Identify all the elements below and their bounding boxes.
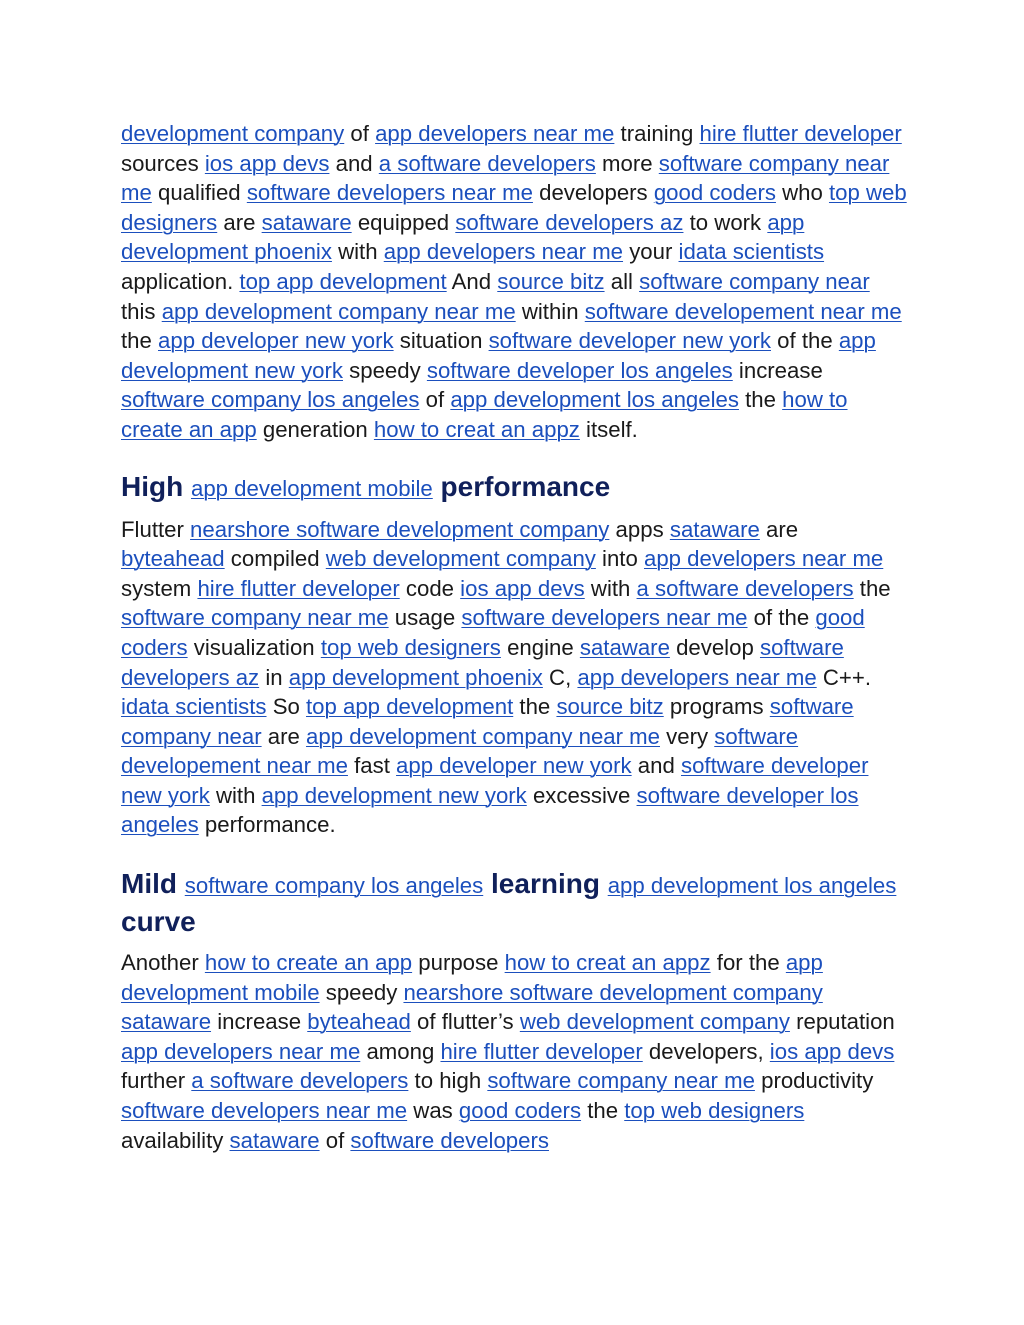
inline-link[interactable]: app developer new york	[396, 753, 632, 779]
inline-link[interactable]: software company near me	[121, 605, 389, 631]
inline-link[interactable]: hire flutter developer	[197, 575, 400, 601]
inline-link[interactable]: app developers near me	[643, 546, 884, 572]
text-run: within	[515, 298, 585, 324]
text-run: into	[595, 546, 644, 572]
inline-link[interactable]: software developers az	[455, 209, 684, 235]
text-run: more	[595, 150, 659, 176]
text-run: curve	[121, 906, 196, 938]
text-run: performance	[432, 470, 611, 502]
text-run: and	[631, 753, 681, 779]
text-run: to high	[408, 1068, 488, 1094]
inline-link[interactable]: app development new york	[261, 782, 527, 808]
text-run: with	[209, 782, 262, 808]
text-run: compiled	[224, 546, 326, 572]
text-run: are	[217, 209, 262, 235]
text-run: fast	[347, 753, 397, 779]
inline-link[interactable]: ios app devs	[460, 575, 585, 601]
text-run: increase	[211, 1009, 308, 1035]
text-run: sources	[121, 150, 205, 176]
text-run: in	[259, 664, 289, 690]
inline-link[interactable]: sataware	[261, 209, 352, 235]
text-run: develop	[669, 634, 760, 660]
inline-link[interactable]: sataware	[121, 1009, 212, 1035]
inline-link[interactable]: source bitz	[556, 694, 664, 720]
text-run: developers	[532, 180, 654, 206]
intro-paragraph	[121, 119, 907, 445]
inline-link[interactable]: software developer los angeles	[426, 357, 733, 383]
text-run: C,	[542, 664, 578, 690]
text-run: are	[261, 723, 307, 749]
text-run: to work	[683, 209, 768, 235]
text-run: High	[121, 470, 191, 502]
text-run: and	[329, 150, 379, 176]
inline-link[interactable]: app development company near me	[161, 298, 516, 324]
inline-link[interactable]: software developers near me	[461, 605, 748, 631]
inline-link[interactable]: software company los angeles	[121, 387, 420, 413]
inline-link[interactable]: ios app devs	[769, 1038, 895, 1064]
inline-link[interactable]: sataware	[579, 634, 670, 660]
text-run: performance.	[198, 812, 336, 838]
text-run: apps	[609, 516, 670, 542]
inline-link[interactable]: software developement near me	[584, 298, 902, 324]
inline-link[interactable]: sataware	[229, 1127, 320, 1153]
inline-link[interactable]: development company	[121, 121, 345, 146]
inline-link[interactable]: how to create an app	[204, 950, 413, 976]
text-run: Flutter	[121, 516, 191, 542]
inline-link[interactable]: hire flutter developer	[440, 1038, 643, 1064]
inline-link[interactable]: nearshore software development company	[403, 979, 823, 1005]
text-run: engine	[500, 634, 580, 660]
text-run: visualization	[187, 634, 321, 660]
text-run: equipped	[351, 209, 456, 235]
inline-link[interactable]: software developers	[350, 1127, 549, 1153]
inline-link[interactable]: idata scientists	[121, 694, 267, 720]
inline-link[interactable]: software company near	[639, 268, 870, 294]
inline-link[interactable]: app developers near me	[577, 664, 817, 690]
text-run: speedy	[319, 979, 404, 1005]
text-run: situation	[393, 328, 489, 354]
inline-link[interactable]: how to create an app	[121, 387, 848, 442]
text-run: this	[121, 298, 162, 324]
text-run: learning	[483, 868, 608, 900]
text-run: developers,	[642, 1038, 770, 1064]
inline-link[interactable]: software company near	[121, 694, 854, 749]
inline-link[interactable]: app developers near me	[383, 239, 624, 265]
text-run: reputation	[789, 1009, 895, 1035]
learning-curve-paragraph	[121, 948, 907, 1155]
text-run: further	[121, 1068, 192, 1094]
text-run: qualified	[151, 180, 247, 206]
text-run: Another	[121, 950, 205, 976]
text-run: of the	[771, 328, 839, 354]
inline-link[interactable]: how to creat an appz	[504, 950, 711, 976]
inline-link[interactable]: software company los angeles	[184, 873, 484, 899]
inline-link[interactable]: top web designers	[320, 634, 501, 660]
text-run: productivity	[754, 1068, 874, 1094]
text-run: are	[759, 516, 799, 542]
text-run: who	[775, 180, 829, 206]
inline-link[interactable]: a software developers	[191, 1068, 409, 1094]
inline-link[interactable]: how to creat an appz	[373, 416, 580, 442]
inline-link[interactable]: good coders	[458, 1098, 582, 1124]
text-run: So	[266, 694, 306, 720]
text-run: your	[623, 239, 679, 265]
inline-link[interactable]: sataware	[669, 516, 760, 542]
text-run: system	[121, 575, 198, 601]
text-run: speedy	[343, 357, 427, 383]
text-run: of	[344, 121, 376, 146]
text-run: C++.	[816, 664, 871, 690]
inline-link[interactable]: hire flutter developer	[699, 121, 902, 146]
inline-link[interactable]: app development los angeles	[450, 387, 739, 413]
inline-link[interactable]: app development new york	[121, 328, 876, 383]
inline-link[interactable]: app development company near me	[306, 723, 660, 749]
text-run: with	[584, 575, 637, 601]
inline-link[interactable]: software developer los angeles	[121, 782, 859, 838]
text-run: among	[360, 1038, 441, 1064]
text-run: all	[604, 268, 640, 294]
text-run: the	[853, 575, 891, 601]
text-run: the	[121, 328, 159, 354]
inline-link[interactable]: top web designers	[624, 1098, 805, 1124]
inline-link[interactable]: software company near me	[487, 1068, 755, 1094]
inline-link[interactable]: good coders	[653, 180, 776, 206]
section-heading-learning-curve	[121, 866, 907, 940]
text-run: programs	[663, 694, 770, 720]
text-run: of	[319, 1127, 351, 1153]
performance-paragraph	[121, 515, 907, 841]
inline-link[interactable]: app developers near me	[121, 1038, 361, 1064]
inline-link[interactable]: software company near me	[121, 150, 890, 206]
text-run: the	[581, 1098, 625, 1124]
inline-link[interactable]: good coders	[121, 605, 865, 660]
inline-link[interactable]: software developers near me	[246, 180, 533, 206]
text-run: training	[614, 121, 700, 146]
inline-link[interactable]: app development phoenix	[288, 664, 543, 690]
inline-link[interactable]: web development company	[325, 546, 596, 572]
inline-link[interactable]: top app development	[239, 268, 447, 294]
inline-link[interactable]: app developer new york	[158, 328, 394, 354]
inline-link[interactable]: nearshore software development company	[190, 516, 610, 542]
inline-link[interactable]: software developer new york	[121, 753, 869, 808]
document-page	[121, 119, 907, 1155]
text-run: of	[419, 387, 451, 413]
inline-link[interactable]: app development mobile	[121, 950, 823, 1005]
text-run: for the	[710, 950, 786, 976]
text-run: usage	[388, 605, 462, 631]
inline-link[interactable]: app development phoenix	[121, 209, 805, 265]
text-run: was	[407, 1098, 459, 1124]
text-run: of flutter’s	[410, 1009, 520, 1035]
section-heading-high-performance	[121, 469, 907, 507]
text-run: And	[446, 268, 498, 294]
text-run: code	[399, 575, 461, 601]
inline-link[interactable]: software developers az	[121, 634, 844, 690]
text-run: Mild	[121, 868, 185, 900]
text-run: availability	[121, 1127, 230, 1153]
text-run: with	[331, 239, 384, 265]
text-run: purpose	[412, 950, 505, 976]
text-run: increase	[732, 357, 823, 383]
text-run: of the	[747, 605, 816, 631]
inline-link[interactable]: top web designers	[121, 180, 907, 235]
text-run: generation	[256, 416, 374, 442]
text-run: the	[738, 387, 783, 413]
text-run: itself.	[579, 416, 638, 442]
text-run: very	[660, 723, 715, 749]
text-run: the	[513, 694, 557, 720]
inline-link[interactable]: byteahead	[307, 1009, 411, 1035]
inline-link[interactable]: top app development	[306, 694, 514, 720]
inline-link[interactable]: byteahead	[121, 546, 225, 572]
inline-link[interactable]: app developers near me	[375, 121, 615, 146]
inline-link[interactable]: web development company	[519, 1009, 790, 1035]
inline-link[interactable]: software developement near me	[121, 723, 799, 779]
text-run: excessive	[526, 782, 637, 808]
inline-link[interactable]: software developer new york	[488, 328, 771, 354]
inline-link[interactable]: idata scientists	[678, 239, 825, 265]
text-run: application.	[121, 268, 240, 294]
inline-link[interactable]: source bitz	[497, 268, 605, 294]
inline-link[interactable]: app development los angeles	[607, 873, 897, 899]
inline-link[interactable]: a software developers	[378, 150, 596, 176]
inline-link[interactable]: software developers near me	[121, 1098, 408, 1124]
inline-link[interactable]: a software developers	[636, 575, 854, 601]
inline-link[interactable]: ios app devs	[204, 150, 330, 176]
inline-link[interactable]: app development mobile	[191, 475, 433, 501]
